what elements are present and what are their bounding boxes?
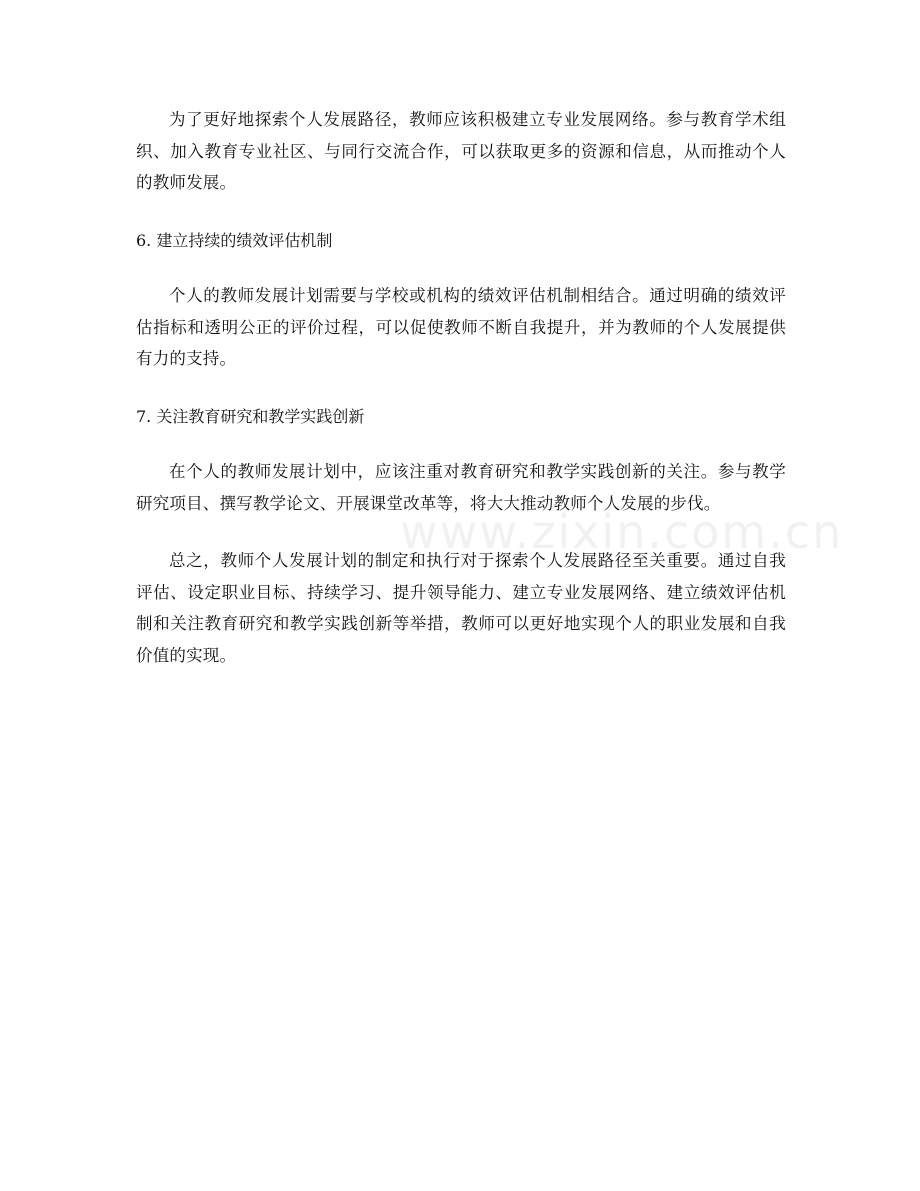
document-body [136, 104, 844, 671]
section-heading-6: 6. 建立持续的绩效评估机制 [136, 230, 333, 250]
paragraph-conclusion: 总之，教师个人发展计划的制定和执行对于探索个人发展路径至关重要。通过自我评估、设定职业目标、持续学习、提升领导能力、建立专业发展网络、建立绩效评估机制和关注教育研究和教学实践创新等举措，教师可以更好地实现个人的职业发展和自我价值的实现。 [136, 551, 786, 665]
paragraph-network: 为了更好地探索个人发展路径，教师应该积极建立专业发展网络。参与教育学术组织、加入教育专业社区、与同行交流合作，可以获取更多的资源和信息，从而推动个人的教师发展。 [136, 110, 786, 192]
section-heading-7: 7. 关注教育研究和教学实践创新 [136, 406, 365, 426]
paragraph-research: 在个人的教师发展计划中，应该注重对教育研究和教学实践创新的关注。参与教学研究项目、撰写教学论文、开展课堂改革等，将大大推动教师个人发展的步伐。 [136, 462, 786, 513]
watermark: www.zixin.com.cn [400, 505, 844, 559]
paragraph-evaluation: 个人的教师发展计划需要与学校或机构的绩效评估机制相结合。通过明确的绩效评估指标和透明公正的评价过程，可以促使教师不断自我提升，并为教师的个人发展提供有力的支持。 [136, 286, 786, 368]
